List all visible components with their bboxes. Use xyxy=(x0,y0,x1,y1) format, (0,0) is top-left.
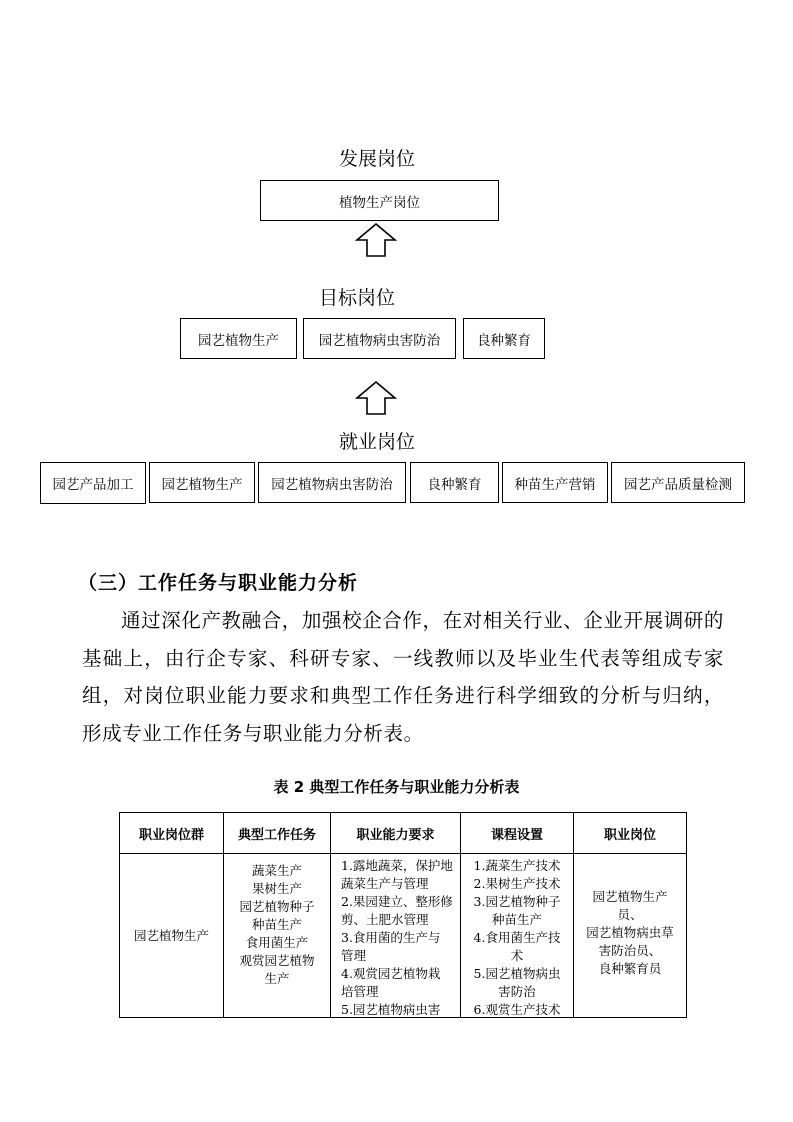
employment-box-2: 园艺植物生产 xyxy=(149,462,255,503)
development-box: 植物生产岗位 xyxy=(260,180,499,221)
cell-tasks xyxy=(224,854,331,1018)
cell-positions xyxy=(574,854,687,1018)
ability-line: 4.观赏园艺植物栽 xyxy=(341,966,441,981)
position-line: 园艺植物生产 xyxy=(592,889,668,904)
task-line: 食用菌生产 xyxy=(245,935,309,950)
cell-courses xyxy=(461,854,574,1018)
course-line: 4.食用菌生产技 xyxy=(473,930,561,945)
cell-abilities xyxy=(331,854,461,1018)
course-line: 2.果树生产技术 xyxy=(473,876,561,891)
employment-box-3: 园艺植物病虫害防治 xyxy=(258,462,406,503)
body-paragraph: 通过深化产教融合，加强校企合作，在对相关行业、企业开展调研的基础上，由行企专家、科研专家、一线教师以及毕业生代表等组成专家组，对岗位职业能力要求和典型工作任务进行科学细致的分析与归纳，形成专业工作任务与职业能力分析表。 xyxy=(82,609,725,745)
position-line: 害防治员、 xyxy=(598,943,662,958)
cell-job-group xyxy=(120,854,224,1018)
target-box-1: 园艺植物生产 xyxy=(180,318,297,359)
employment-box-4: 良种繁育 xyxy=(410,462,499,503)
position-line: 园艺植物病虫草 xyxy=(586,925,674,940)
header-cell: 职业岗位 xyxy=(574,813,687,854)
ability-line: 培管理 xyxy=(341,984,379,999)
table-header-row xyxy=(120,813,687,854)
course-line: 3.园艺植物种子 xyxy=(473,894,561,909)
table-caption: 表 2 典型工作任务与职业能力分析表 xyxy=(273,778,520,796)
header-cell: 典型工作任务 xyxy=(224,813,331,854)
employment-heading: 就业岗位 xyxy=(338,431,415,453)
up-arrow-icon xyxy=(353,380,399,416)
analysis-table xyxy=(119,812,687,1018)
course-line: 5.园艺植物病虫 xyxy=(473,966,561,981)
ability-line: 剪、土肥水管理 xyxy=(341,912,429,927)
task-line: 生产 xyxy=(264,971,290,986)
task-line: 蔬菜生产 xyxy=(251,863,302,878)
ability-line: 1.露地蔬菜，保护地 xyxy=(341,858,453,873)
ability-line: 5.园艺植物病虫害 xyxy=(341,1002,441,1017)
course-line: 术 xyxy=(510,948,524,963)
course-line: 6.观赏生产技术 xyxy=(473,1002,561,1017)
course-line: 1.蔬菜生产技术 xyxy=(473,858,561,873)
ability-line: 蔬菜生产与管理 xyxy=(341,876,429,891)
course-line: 种苗生产 xyxy=(491,912,542,927)
ability-line: 管理 xyxy=(341,948,367,963)
job-group-text: 园艺植物生产 xyxy=(133,927,209,943)
employment-box-6: 园艺产品质量检测 xyxy=(611,462,745,503)
position-line: 员、 xyxy=(617,907,643,922)
task-line: 果树生产 xyxy=(251,881,302,896)
table-row xyxy=(120,854,687,1018)
header-cell: 职业能力要求 xyxy=(331,813,461,854)
task-line: 观赏园艺植物 xyxy=(239,953,315,968)
development-heading: 发展岗位 xyxy=(338,148,415,170)
header-cell: 职业岗位群 xyxy=(120,813,224,854)
task-line: 种苗生产 xyxy=(251,917,302,932)
ability-line: 2.果园建立、整形修 xyxy=(341,894,453,909)
position-line: 良种繁育员 xyxy=(598,961,662,976)
target-box-3: 良种繁育 xyxy=(463,318,545,359)
section-title: （三）工作任务与职业能力分析 xyxy=(78,572,359,594)
course-line: 害防治 xyxy=(498,984,536,999)
employment-box-5: 种苗生产营销 xyxy=(502,462,608,503)
target-heading: 目标岗位 xyxy=(318,287,395,309)
ability-line: 3.食用菌的生产与 xyxy=(341,930,441,945)
target-box-2: 园艺植物病虫害防治 xyxy=(303,318,456,359)
up-arrow-icon xyxy=(353,222,399,258)
employment-box-1: 园艺产品加工 xyxy=(40,462,146,504)
task-line: 园艺植物种子 xyxy=(239,899,315,914)
header-cell: 课程设置 xyxy=(461,813,574,854)
